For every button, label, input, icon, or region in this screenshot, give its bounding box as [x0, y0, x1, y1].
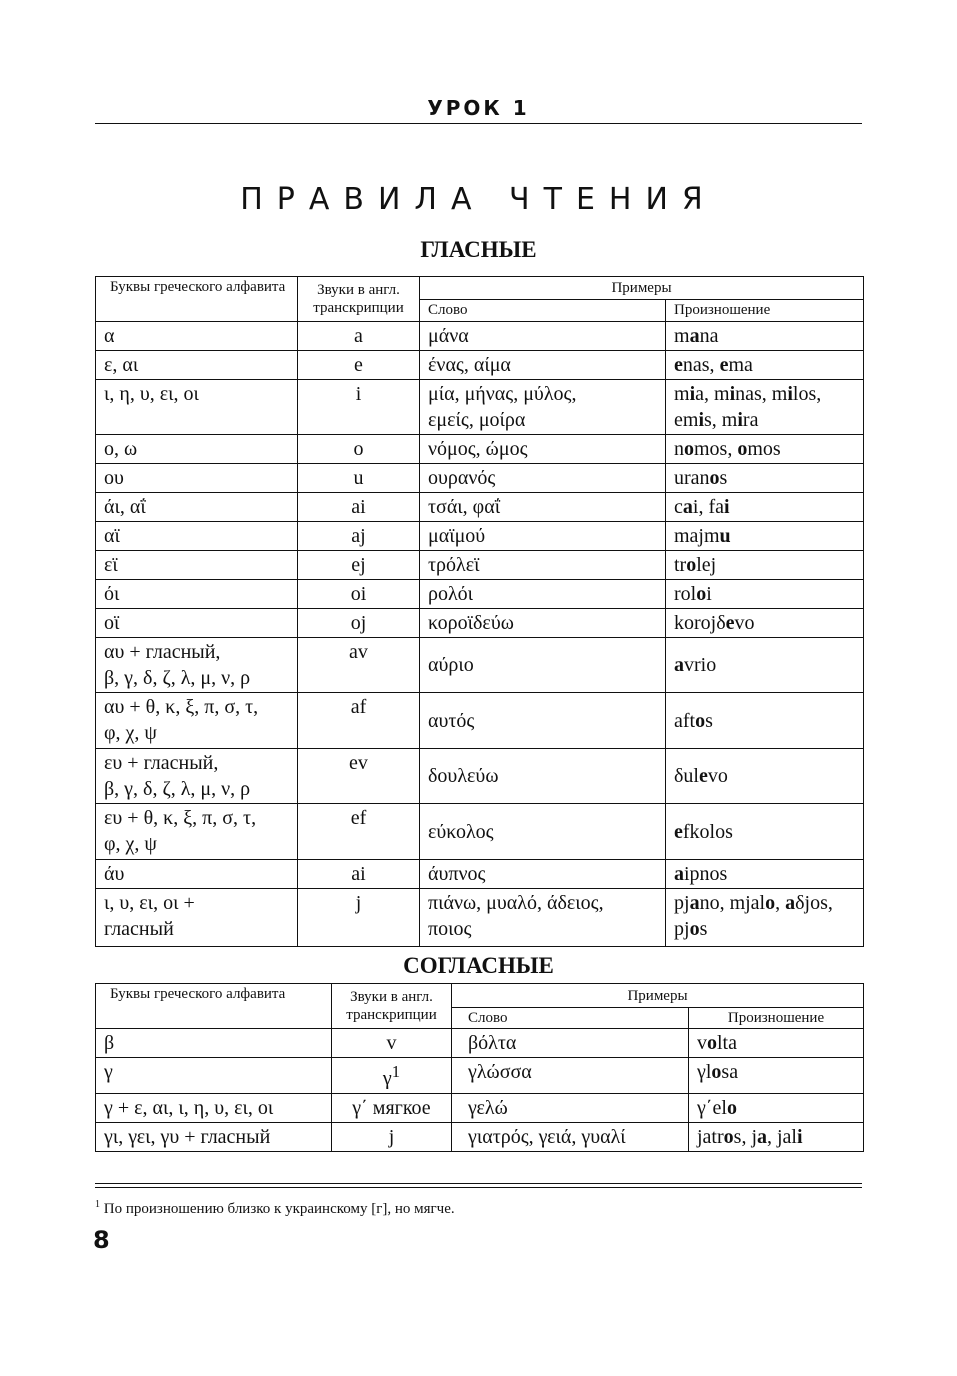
running-header: УРОК 1: [427, 96, 530, 120]
word-cell: κοροϊδεύω: [420, 609, 666, 638]
letters-cell: γ + ε, αι, ι, η, υ, ει, οι: [96, 1093, 332, 1122]
word-cell: τσάι, φαΐ: [420, 493, 666, 522]
table-row: [96, 804, 864, 860]
col-letters-header: Буквы греческого алфавита: [96, 277, 298, 322]
pronunciation-cell: γ΄elo: [689, 1093, 864, 1122]
sound-cell: i: [298, 380, 420, 435]
table-row: [96, 860, 864, 889]
table-row: [96, 1029, 864, 1058]
word-cell: ένας, αίμα: [420, 351, 666, 380]
sound-cell: oi: [298, 580, 420, 609]
table-row: [96, 551, 864, 580]
letters-cell: αυ + гласный, β, γ, δ, ζ, λ, μ, ν, ρ: [96, 638, 298, 693]
word-cell: πιάνω, μυαλό, άδειος, ποιος: [420, 889, 666, 947]
table-row: [96, 464, 864, 493]
table-row: [96, 493, 864, 522]
pronunciation-cell: majmu: [666, 522, 864, 551]
letters-cell: ευ + гласный, β, γ, δ, ζ, λ, μ, ν, ρ: [96, 749, 298, 804]
word-cell: δουλεύω: [420, 749, 666, 804]
word-cell: άυπνος: [420, 860, 666, 889]
sound-cell: u: [298, 464, 420, 493]
sound-cell: ev: [298, 749, 420, 804]
pronunciation-cell: jatros, ja, jali: [689, 1122, 864, 1151]
word-cell: αύριο: [420, 638, 666, 693]
col-pron-header: Произношение: [689, 1008, 864, 1029]
pronunciation-cell: volta: [689, 1029, 864, 1058]
sound-cell: af: [298, 693, 420, 749]
sound-cell: aj: [298, 522, 420, 551]
pronunciation-cell: uranos: [666, 464, 864, 493]
table-row: [96, 351, 864, 380]
letters-cell: άυ: [96, 860, 298, 889]
word-cell: γιατρός, γειά, γυαλί: [452, 1122, 689, 1151]
word-cell: αυτός: [420, 693, 666, 749]
letters-cell: ι, υ, ει, οι + гласный: [96, 889, 298, 947]
pronunciation-cell: aftos: [666, 693, 864, 749]
letters-cell: αυ + θ, κ, ξ, π, σ, τ, φ, χ, ψ: [96, 693, 298, 749]
sound-cell: av: [298, 638, 420, 693]
table-row: [96, 1058, 864, 1094]
table-row: [96, 693, 864, 749]
word-cell: μάνα: [420, 322, 666, 351]
footnote-text: По произношению близко к украинскому [г], но мягче.: [103, 1201, 455, 1217]
pronunciation-cell: aipnos: [666, 860, 864, 889]
word-cell: βόλτα: [452, 1029, 689, 1058]
word-cell: γλώσσα: [452, 1058, 689, 1094]
pronunciation-cell: avrio: [666, 638, 864, 693]
footnote-rule: [95, 1187, 862, 1188]
col-letters-header: Буквы греческого алфавита: [96, 984, 332, 1029]
pronunciation-cell: δulevo: [666, 749, 864, 804]
sound-cell: j: [298, 889, 420, 947]
sound-cell: oj: [298, 609, 420, 638]
vowels-title: ГЛАСНЫЕ: [420, 237, 537, 262]
sound-cell: e: [298, 351, 420, 380]
pronunciation-cell: nomos, omos: [666, 435, 864, 464]
word-cell: νόμος, ώμος: [420, 435, 666, 464]
table-row: [96, 435, 864, 464]
letters-cell: αϊ: [96, 522, 298, 551]
word-cell: μία, μήνας, μύλος, εμείς, μοίρα: [420, 380, 666, 435]
pronunciation-cell: pjano, mjalo, aδjos, pjos: [666, 889, 864, 947]
sound-cell: o: [298, 435, 420, 464]
word-cell: ρολόι: [420, 580, 666, 609]
letters-cell: ι, η, υ, ει, οι: [96, 380, 298, 435]
table-row: [96, 380, 864, 435]
page-title: ПРАВИЛА ЧТЕНИЯ: [240, 182, 717, 217]
letters-cell: β: [96, 1029, 332, 1058]
pronunciation-cell: mia, minas, milos, emis, mira: [666, 380, 864, 435]
table-row: [96, 580, 864, 609]
footnote-marker: 1: [95, 1199, 100, 1210]
table-row: [96, 638, 864, 693]
pronunciation-cell: roloi: [666, 580, 864, 609]
word-cell: τρόλεϊ: [420, 551, 666, 580]
pronunciation-cell: trolej: [666, 551, 864, 580]
letters-cell: ου: [96, 464, 298, 493]
sound-cell: v: [332, 1029, 452, 1058]
sound-cell: γ΄ мягкое: [332, 1093, 452, 1122]
letters-cell: γι, γει, γυ + гласный: [96, 1122, 332, 1151]
pronunciation-cell: cai, fai: [666, 493, 864, 522]
table-row: [96, 749, 864, 804]
pronunciation-cell: enas, ema: [666, 351, 864, 380]
table-row: [96, 522, 864, 551]
table-row: [96, 322, 864, 351]
pronunciation-cell: γlosa: [689, 1058, 864, 1094]
sound-cell: ef: [298, 804, 420, 860]
sound-cell: ai: [298, 493, 420, 522]
letters-cell: ευ + θ, κ, ξ, π, σ, τ, φ, χ, ψ: [96, 804, 298, 860]
table-row: [96, 889, 864, 947]
letters-cell: ο, ω: [96, 435, 298, 464]
table-row: [96, 609, 864, 638]
col-sounds-header: Звуки в англ. транскрипции: [298, 277, 420, 322]
pronunciation-cell: mana: [666, 322, 864, 351]
table-row: [96, 1122, 864, 1151]
word-cell: εύκολος: [420, 804, 666, 860]
footnote: [95, 1199, 455, 1218]
col-examples-header: Примеры: [420, 277, 864, 300]
col-pron-header: Произношение: [666, 300, 864, 322]
letters-cell: α: [96, 322, 298, 351]
sound-cell: j: [332, 1122, 452, 1151]
letters-cell: γ: [96, 1058, 332, 1094]
letters-cell: ε, αι: [96, 351, 298, 380]
footnote-rule: [95, 1183, 862, 1184]
sound-cell: ai: [298, 860, 420, 889]
pronunciation-cell: efkolos: [666, 804, 864, 860]
header-rule: [95, 123, 862, 124]
letters-cell: εϊ: [96, 551, 298, 580]
pronunciation-cell: korojδevo: [666, 609, 864, 638]
vowels-table: [95, 276, 864, 947]
consonants-table: [95, 983, 864, 1152]
word-cell: ουρανός: [420, 464, 666, 493]
page-number: 8: [93, 1226, 110, 1254]
col-word-header: Слово: [420, 300, 666, 322]
letters-cell: άι, αΐ: [96, 493, 298, 522]
word-cell: μαϊμού: [420, 522, 666, 551]
col-examples-header: Примеры: [452, 984, 864, 1008]
sound-cell: a: [298, 322, 420, 351]
word-cell: γελώ: [452, 1093, 689, 1122]
letters-cell: οϊ: [96, 609, 298, 638]
col-sounds-header: Звуки в англ. транскрипции: [332, 984, 452, 1029]
table-row: [96, 1093, 864, 1122]
consonants-title: СОГЛАСНЫЕ: [403, 953, 554, 978]
sound-cell: $\gamma^1$: [332, 1058, 452, 1094]
col-word-header: Слово: [452, 1008, 689, 1029]
sound-cell: ej: [298, 551, 420, 580]
letters-cell: όι: [96, 580, 298, 609]
